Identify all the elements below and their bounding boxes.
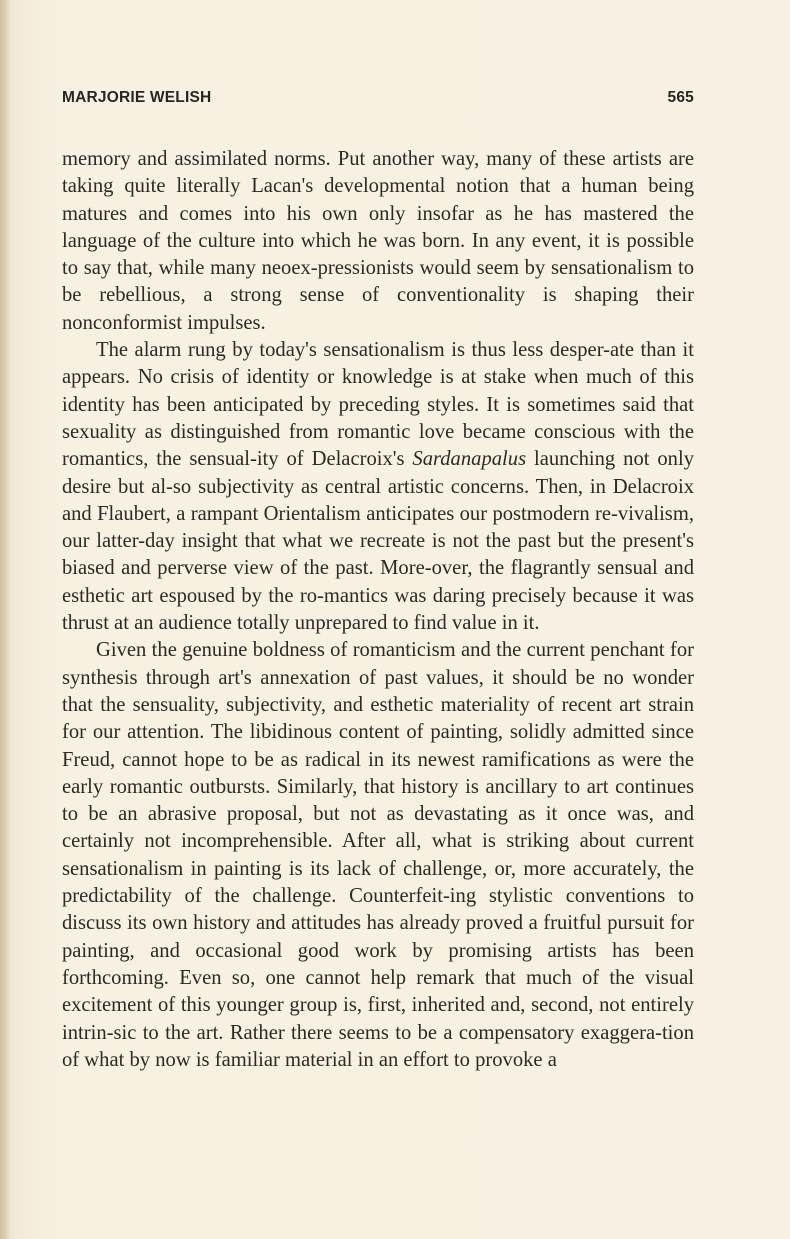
paragraph-2-text-before: The alarm rung by today's sensationalism is thus less desper-ate than it appears. No crisis of identity or knowledge is at stake when much of this identity has been anticipated by preceding styles. It is sometimes said that sexuality as distinguished from romantic love became conscious with the romantics, the sensual-ity of Delacroix's [62, 339, 694, 471]
running-head [62, 89, 694, 109]
paragraph-3: Given the genuine boldness of romanticism and the current penchant for synthesis through art's annexation of past values, it should be no wonder that the sensuality, subjectivity, and esthetic materiality of recent art strain for our attention. The libidinous content of painting, solidly admitted since Freud, cannot hope to be as radical in its newest ramifications as were the early romantic outbursts. Similarly, that history is ancillary to art continues to be an abrasive proposal, but not as devastating as it once was, and certainly not incomprehensible. After all, what is striking about current sensationalism in painting is its lack of challenge, or, more accurately, the predictability of the challenge. Counterfeit-ing stylistic conventions to discuss its own history and attitudes has already proved a fruitful pursuit for painting, and occasional good work by promising artists has been forthcoming. Even so, one cannot help remark that much of the visual excitement of this younger group is, first, inherited and, second, not entirely intrin-sic to the art. Rather there seems to be a compensatory exaggera-tion of what by now is familiar material in an effort to provoke a [62, 639, 694, 1071]
paragraph-2 [62, 337, 694, 637]
binding-shadow [0, 0, 10, 1239]
paragraph-2-text-after: launching not only desire but al-so subjectivity as central artistic concerns. Then, in Delacroix and Flaubert, a rampant Orientalism anticipates our postmodern re-vivalism, our latter-day insight that what we recreate is not the past but the present's biased and perverse view of the past. More-over, the flagrantly sensual and esthetic art espoused by the ro-mantics was daring precisely because it was thrust at an audience totally unprepared to find value in it. [62, 448, 694, 635]
running-head-author: MARJORIE WELISH [62, 89, 212, 106]
body-text [62, 146, 694, 1074]
page-number: 565 [667, 89, 694, 106]
artwork-title-sardanapalus: Sardanapalus [412, 448, 527, 471]
paragraph-1: memory and assimilated norms. Put another way, many of these artists are taking quite literally Lacan's developmental notion that a human being matures and comes into his own only insofar as he has mastered the language of the culture into which he was born. In any event, it is possible to say that, while many neoex-pressionists would seem by sensationalism to be rebellious, a strong sense of conventionality is shaping their nonconformist impulses. [62, 148, 694, 334]
